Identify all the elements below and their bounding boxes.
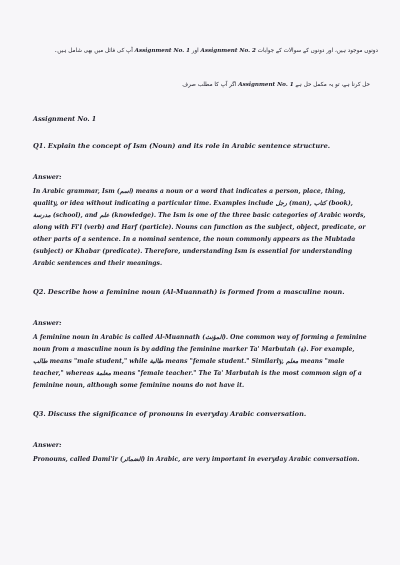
intro-assignment-1: Assignment No. 1 — [134, 48, 190, 54]
question-1: Q1. Explain the concept of Ism (Noun) and its role in Arabic sentence structure. — [33, 142, 331, 150]
document-title: Assignment No. 1 — [33, 115, 97, 123]
answer-label-3: Answer: — [33, 441, 62, 449]
intro-assignment-1: Assignment No. 1 — [238, 82, 294, 88]
answer-label-1: Answer: — [33, 173, 62, 181]
question-3: Q3. Discuss the significance of pronouns in everyday Arabic conversation. — [33, 410, 307, 418]
intro-assignment-2: Assignment No. 2 — [200, 48, 256, 54]
intro-text: حل کرنا ہے، تو یہ مکمل حل ہے — [295, 82, 370, 88]
intro-text: آپ کی فائل میں بھی شامل ہیں۔ — [54, 48, 133, 54]
answer-1: In Arabic grammar, Ism (اسم) means a noun or a word that indicates a person, place, thing, quality, or idea without indicating a particular time. Examples include رجل (man), كتاب (book), مدرسة (school), and علم (knowledge). The Ism is one of the three basic categories of Arabic words, along with Fi'l (verb) and Harf (particle). Nouns can function as the subject, object, predicate, or other parts of a sentence. In a nominal sentence, the noun commonly appears as the Mubtada (subject) or Khabar (predicate). Therefore, understanding Ism is essential for understanding Arabic sentences and their meanings. — [33, 188, 366, 267]
intro-text: اگر آپ کا مطلب صرف — [182, 82, 237, 88]
answer-label-2: Answer: — [33, 319, 62, 327]
intro-paragraph-1 — [33, 46, 378, 56]
answer-3: Pronouns, called Dami'ir (الضمائر) in Arabic, are very important in everyday Arabic conversation. — [33, 456, 360, 463]
question-2: Q2. Describe how a feminine noun (Al-Muannath) is formed from a masculine noun. — [33, 288, 345, 296]
answer-2: A feminine noun in Arabic is called Al-Muannath (المؤنث). One common way of forming a feminine noun from a masculine noun is by adding the feminine marker Ta' Marbutah (ة). For example, طالب means "male student," while طالبة means "female student." Similarly, معلم means "male teacher," whereas معلمة means "female teacher." The Ta' Marbutah is the most common sign of a feminine noun, although some feminine nouns do not have it. — [33, 334, 367, 389]
intro-paragraph-2 — [33, 80, 370, 90]
intro-text: اور — [191, 48, 199, 54]
intro-text: دونوں موجود ہیں، اور دونوں کے سوالات کے جوابات — [257, 48, 378, 54]
